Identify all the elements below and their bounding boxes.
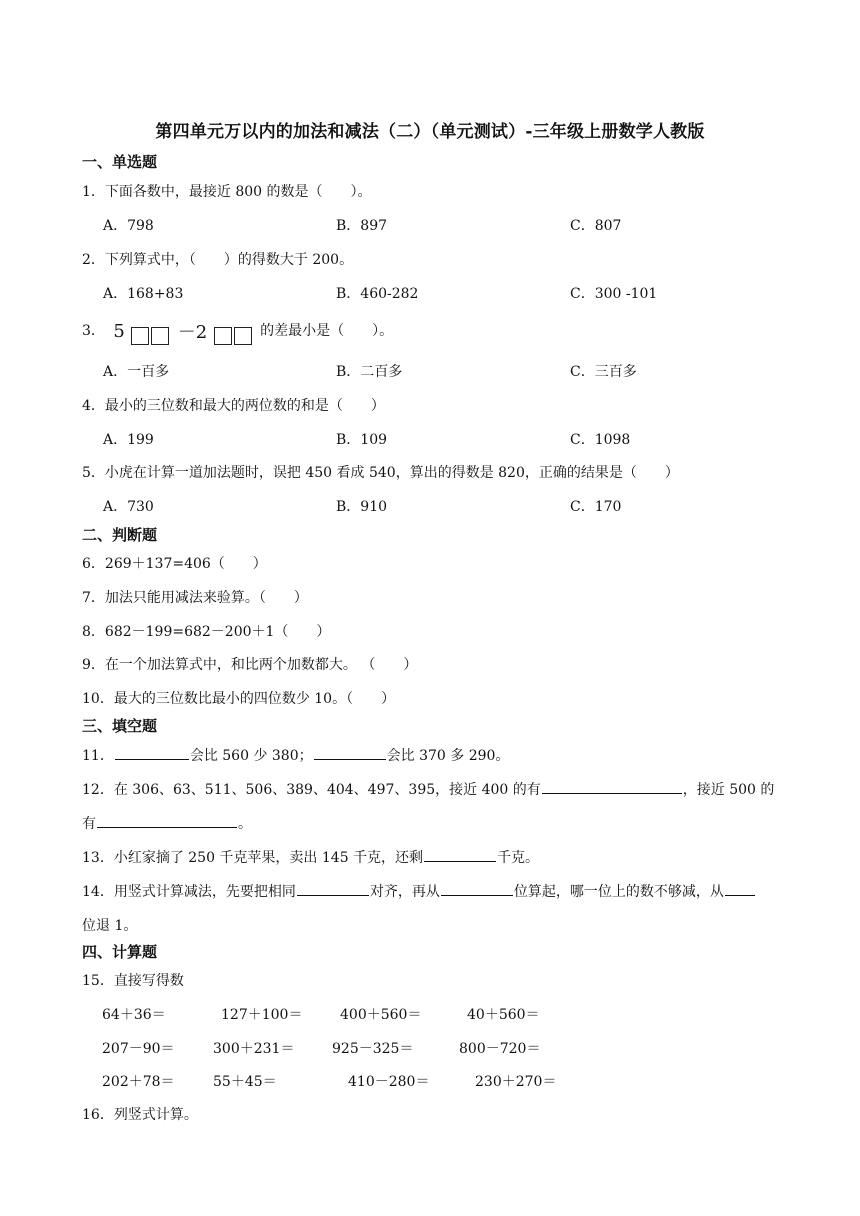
question-15-stem: 15．直接写得数 <box>82 973 184 989</box>
section-heading-fill-blank: 三、填空题 <box>82 717 158 735</box>
question-1-stem: 1．下面各数中，最接近 800 的数是（ ）。 <box>82 184 372 200</box>
question-11 <box>82 745 509 765</box>
calc-item: 207－90＝ <box>102 1041 175 1057</box>
calc-item: 300＋231＝ <box>213 1041 295 1057</box>
question-14-line-2: 位退 1。 <box>82 918 138 934</box>
blank-box <box>151 327 169 345</box>
question-1-option-b: B．897 <box>336 218 388 234</box>
question-10: 10．最大的三位数比最小的四位数少 10。（ ） <box>82 691 396 707</box>
question-5-option-c: C．170 <box>570 499 622 515</box>
question-1-option-a: A．798 <box>103 218 154 234</box>
question-14-part-2: 对齐，再从 <box>369 884 440 900</box>
calc-item: 202＋78＝ <box>102 1074 175 1090</box>
question-5-option-a: A．730 <box>103 499 154 515</box>
question-3-number: 3． <box>82 323 105 339</box>
answer-blank[interactable] <box>297 881 369 896</box>
question-12-part-4: 。 <box>238 816 252 832</box>
question-3-option-a: A．一百多 <box>103 364 170 380</box>
question-11-number: 11． <box>82 748 114 764</box>
question-5-option-b: B．910 <box>336 499 388 515</box>
question-3-digit-five: 5 <box>113 320 125 342</box>
question-4-stem: 4．最小的三位数和最大的两位数的和是（ ） <box>82 398 385 414</box>
blank-box <box>131 327 149 345</box>
answer-blank[interactable] <box>97 813 237 828</box>
calc-item: 55＋45＝ <box>213 1074 277 1090</box>
question-8: 8．682－199=682－200＋1（ ） <box>82 624 331 640</box>
question-3-tail: 的差最小是（ ）。 <box>260 323 394 339</box>
question-13 <box>82 847 539 867</box>
question-4-option-c: C．1098 <box>570 432 631 448</box>
question-3-option-b: B．二百多 <box>336 364 403 380</box>
calc-item: 64＋36＝ <box>102 1007 166 1023</box>
calc-item: 410－280＝ <box>348 1074 430 1090</box>
answer-blank[interactable] <box>424 847 496 862</box>
calc-item: 800－720＝ <box>459 1041 541 1057</box>
question-5-stem: 5．小虎在计算一道加法题时，误把 450 看成 540，算出的得数是 820，正确的结果是（ ） <box>82 465 679 481</box>
calc-item: 230＋270＝ <box>475 1074 557 1090</box>
question-13-part-1: 13．小红家摘了 250 千克苹果，卖出 145 千克，还剩 <box>82 850 424 866</box>
question-4-option-b: B．109 <box>336 432 388 448</box>
question-3-minus-two: －2 <box>177 322 208 343</box>
question-2-option-a: A．168+83 <box>103 286 184 302</box>
answer-blank[interactable] <box>314 745 386 760</box>
calc-item: 400＋560＝ <box>340 1007 422 1023</box>
question-12-line-2 <box>82 813 252 833</box>
blank-box <box>234 327 252 345</box>
answer-blank[interactable] <box>441 881 513 896</box>
question-11-part-2: 会比 370 多 290。 <box>386 748 510 764</box>
question-14-part-1: 14．用竖式计算减法，先要把相同 <box>82 884 296 900</box>
question-14-part-3: 位算起，哪一位上的数不够减，从 <box>513 884 724 900</box>
calc-item: 925－325＝ <box>332 1041 414 1057</box>
question-11-part-1: 会比 560 少 380； <box>189 748 313 764</box>
question-3-stem <box>82 318 393 345</box>
question-12-part-1: 12．在 306、63、511、506、389、404、497、395，接近 400 的有 <box>82 782 541 798</box>
question-16-stem: 16．列竖式计算。 <box>82 1107 198 1123</box>
question-2-option-b: B．460-282 <box>336 286 419 302</box>
answer-blank[interactable] <box>115 745 189 760</box>
section-heading-calculation: 四、计算题 <box>82 943 158 961</box>
question-14-line-1 <box>82 881 756 901</box>
question-12-part-3: 有 <box>82 816 96 832</box>
answer-blank[interactable] <box>542 779 682 794</box>
question-3-blank-boxes-first <box>131 327 171 345</box>
calc-item: 127＋100＝ <box>221 1007 303 1023</box>
question-13-part-2: 千克。 <box>497 850 540 866</box>
question-1-option-c: C．807 <box>570 218 622 234</box>
question-6: 6．269＋137=406（ ） <box>82 556 267 572</box>
question-12-part-2: ，接近 500 的 <box>682 782 775 798</box>
answer-blank[interactable] <box>725 881 755 896</box>
calc-item: 40＋560＝ <box>467 1007 540 1023</box>
blank-box <box>214 327 232 345</box>
question-2-option-c: C．300 -101 <box>570 286 658 302</box>
question-9: 9．在一个加法算式中，和比两个加数都大。 （ ） <box>82 657 418 673</box>
section-heading-true-false: 二、判断题 <box>82 526 158 544</box>
question-7: 7．加法只能用减法来验算。（ ） <box>82 590 308 606</box>
question-3-option-c: C．三百多 <box>570 364 637 380</box>
question-12-line-1 <box>82 779 774 799</box>
section-heading-single-choice: 一、单选题 <box>82 153 158 171</box>
question-2-stem: 2．下列算式中，（ ）的得数大于 200。 <box>82 252 354 268</box>
question-3-blank-boxes-second <box>214 327 254 345</box>
question-4-option-a: A．199 <box>103 432 154 448</box>
page-title: 第四单元万以内的加法和减法（二）（单元测试）-三年级上册数学人教版 <box>155 122 705 142</box>
